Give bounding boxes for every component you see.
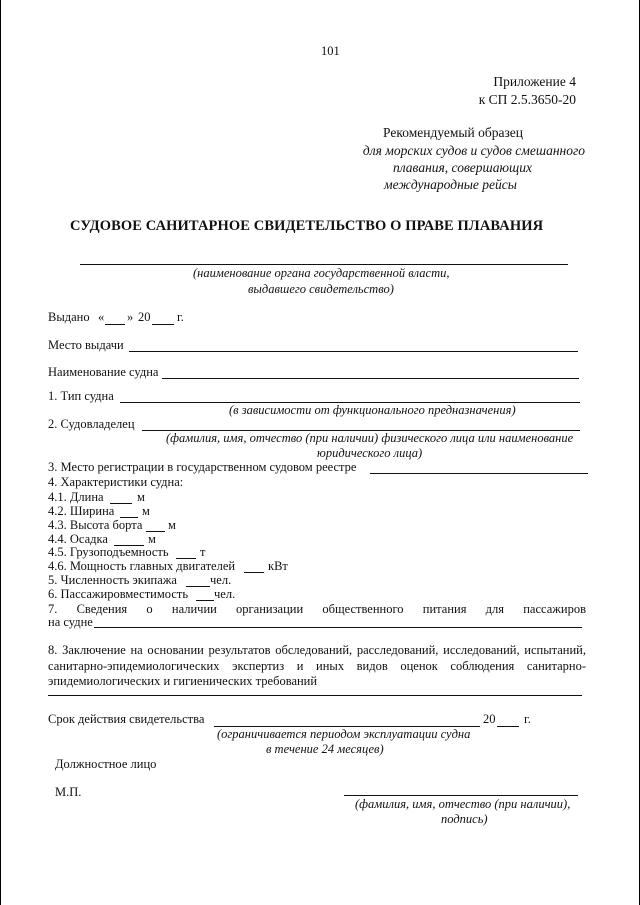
board-height-unit: м — [168, 518, 176, 532]
authority-caption-1: (наименование органа государственной власти, — [193, 266, 450, 280]
board-height-label: 4.3. Высота борта — [48, 518, 143, 532]
conclusion-line-3: эпидемиологических и гигиенических требований — [48, 674, 318, 688]
catering-line-2: на судне — [48, 615, 93, 629]
owner-caption-1: (фамилия, имя, отчество (при наличии) физического лица или наименование — [166, 431, 574, 445]
catering-line-1: 7. Сведения о наличии организации общественного питания для пассажиров — [48, 602, 586, 616]
validity-year-suffix: г. — [524, 712, 531, 726]
official-label: Должностное лицо — [55, 757, 157, 771]
capacity-label: 4.5. Грузоподъемность — [48, 545, 169, 559]
page-number: 101 — [321, 44, 340, 58]
signature-caption-1: (фамилия, имя, отчество (при наличии), — [355, 797, 571, 811]
vessel-name-field[interactable] — [162, 378, 579, 379]
recommended-line-3: плавания, совершающих — [393, 160, 532, 175]
catering-field[interactable] — [94, 627, 582, 628]
signature-caption-2: подпись) — [441, 812, 488, 826]
place-of-issue-label: Место выдачи — [48, 338, 124, 352]
vessel-name-label: Наименование судна — [48, 365, 159, 379]
place-of-issue-field[interactable] — [129, 351, 578, 352]
width-label: 4.2. Ширина — [48, 504, 115, 518]
crew-label: 5. Численность экипажа — [48, 573, 177, 587]
vessel-type-label: 1. Тип судна — [48, 389, 114, 403]
issued-close-quote: » — [127, 310, 134, 324]
conclusion-line-2: санитарно-эпидемиологических экспертиз и иных видов оценок соблюдения санитарно- — [48, 659, 586, 673]
capacity-unit: т — [200, 545, 206, 559]
passengers-label: 6. Пассажировместимость — [48, 587, 189, 601]
validity-caption-1: (ограничивается периодом эксплуатации судна — [217, 727, 471, 741]
engine-power-unit: кВт — [268, 559, 288, 573]
document-title: СУДОВОЕ САНИТАРНОЕ СВИДЕТЕЛЬСТВО О ПРАВЕ ПЛАВАНИЯ — [70, 218, 544, 234]
conclusion-field[interactable] — [48, 695, 582, 696]
validity-caption-2: в течение 24 месяцев) — [266, 742, 384, 756]
appendix-line-2: к СП 2.5.3650-20 — [478, 92, 576, 107]
seal-label: М.П. — [55, 785, 82, 799]
page-border-left — [0, 0, 1, 905]
issued-year-suffix: г. — [177, 310, 184, 324]
issued-label: Выдано — [48, 310, 90, 324]
signature-field[interactable] — [344, 795, 578, 796]
engine-power-field[interactable] — [244, 572, 264, 573]
vessel-type-caption: (в зависимости от функционального предназначения) — [229, 403, 516, 417]
authority-input-line[interactable] — [80, 264, 568, 265]
validity-year-field[interactable] — [497, 726, 519, 727]
recommended-heading: Рекомендуемый образец — [383, 125, 524, 140]
authority-caption-2: выдавшего свидетельство) — [248, 282, 394, 296]
conclusion-line-1: 8. Заключение на основании результатов обследований, расследований, исследований, испытаний, — [48, 643, 586, 657]
crew-field[interactable] — [186, 586, 210, 587]
characteristics-heading: 4. Характеристики судна: — [48, 475, 184, 489]
passengers-unit: чел. — [214, 587, 236, 601]
width-unit: м — [142, 504, 150, 518]
registration-label: 3. Место регистрации в государственном судовом реестре — [48, 460, 357, 474]
appendix-line-1: Приложение 4 — [493, 74, 576, 89]
draft-unit: м — [148, 532, 156, 546]
draft-label: 4.4. Осадка — [48, 532, 108, 546]
issued-day-field[interactable] — [105, 324, 125, 325]
issued-open-quote: « — [98, 310, 105, 324]
issued-year-field[interactable] — [152, 324, 174, 325]
validity-label: Срок действия свидетельства — [48, 712, 205, 726]
owner-caption-2: юридического лица) — [317, 446, 423, 460]
engine-power-label: 4.6. Мощность главных двигателей — [48, 559, 236, 573]
registration-field[interactable] — [370, 473, 588, 474]
issued-year-prefix: 20 — [138, 310, 151, 324]
crew-unit: чел. — [210, 573, 232, 587]
validity-year-prefix: 20 — [483, 712, 496, 726]
length-unit: м — [137, 490, 145, 504]
length-label: 4.1. Длина — [48, 490, 104, 504]
recommended-line-4: международные рейсы — [384, 177, 517, 192]
recommended-line-2: для морских судов и судов смешанного — [362, 143, 585, 158]
owner-label: 2. Судовладелец — [48, 417, 135, 431]
